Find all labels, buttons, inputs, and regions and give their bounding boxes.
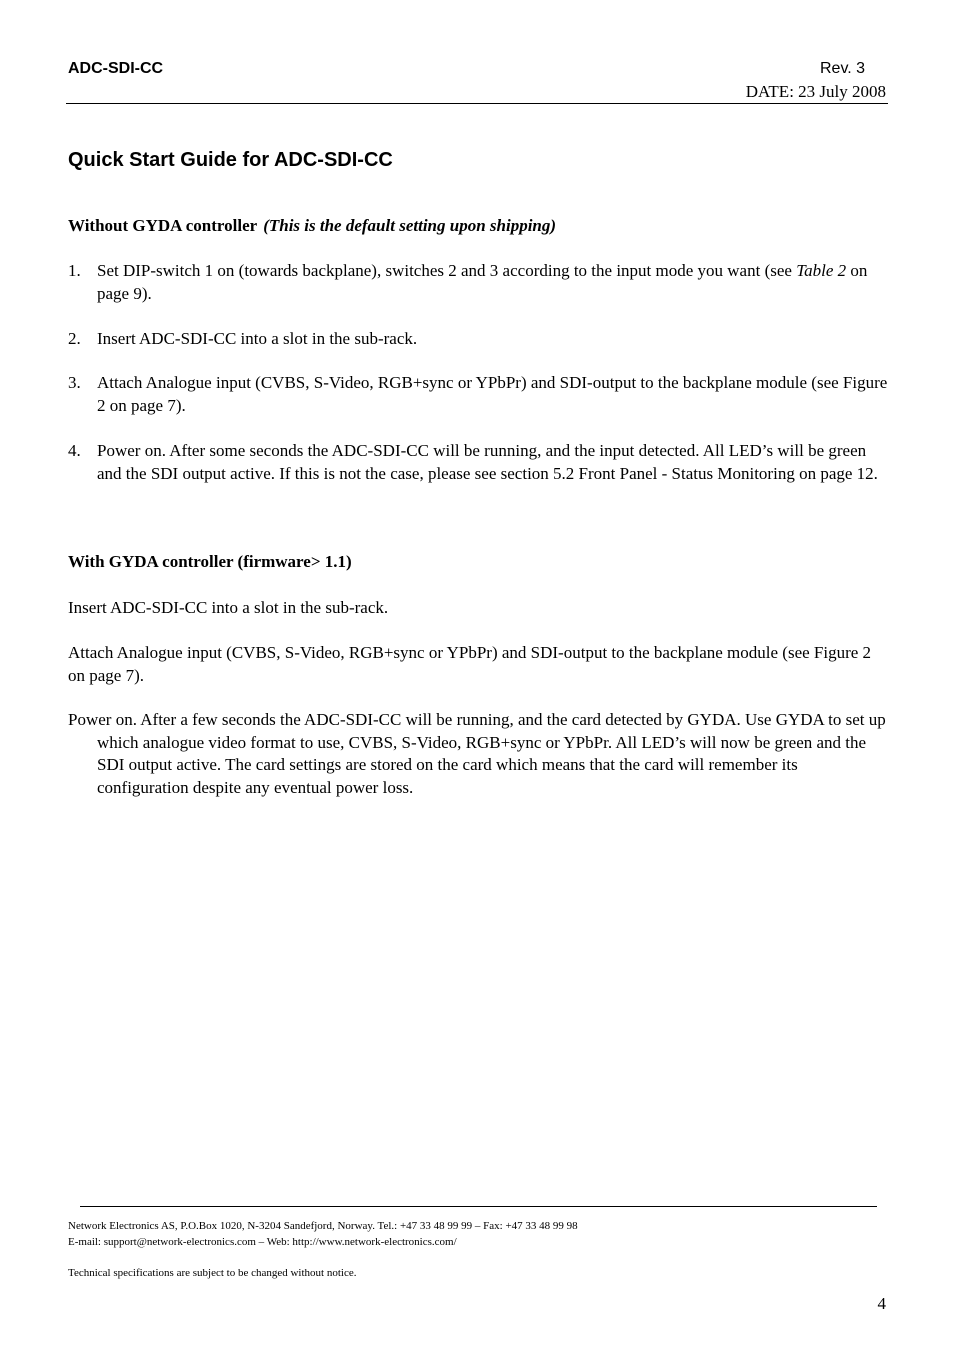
- footer-address: Network Electronics AS, P.O.Box 1020, N-3204 Sandefjord, Norway. Tel.: +47 33 48 99 99 – Fax: +47 33 48 99 98: [68, 1220, 578, 1232]
- step-text: Power on. After some seconds the ADC-SDI-CC will be running, and the input detected. All LED’s will be green and the SDI output active. If this is not the case, please see section 5.2 Front Panel - Status Monitoring on page 12.: [97, 441, 878, 483]
- footer-divider: [80, 1206, 877, 1207]
- page-title: Quick Start Guide for ADC-SDI-CC: [68, 149, 393, 171]
- section-heading-without-gyda: [68, 216, 556, 236]
- header-doc-id: ADC-SDI-CC: [68, 60, 164, 77]
- shipping-default-note: (This is the default setting upon shipping): [263, 216, 557, 235]
- paragraph: Insert ADC-SDI-CC into a slot in the sub-rack.: [68, 598, 389, 617]
- step-text-part: Set DIP-switch 1 on (towards backplane), switches 2 and 3 according to the input mode you want (see: [97, 261, 797, 280]
- step-number: 4.: [68, 441, 81, 460]
- section-heading-with-gyda: With GYDA controller (firmware> 1.1): [68, 552, 352, 571]
- table-reference: Table 2: [796, 261, 847, 280]
- header-divider: [66, 103, 888, 104]
- step-number: 3.: [68, 373, 81, 392]
- step-text: [97, 260, 888, 305]
- section-heading-text: Without GYDA controller: [68, 216, 258, 235]
- step-item: [68, 440, 888, 485]
- step-text: Insert ADC-SDI-CC into a slot in the sub-rack.: [97, 329, 418, 348]
- step-number: 2.: [68, 329, 81, 348]
- page-number: 4: [877, 1294, 886, 1313]
- header-revision: Rev. 3: [820, 60, 866, 77]
- step-item: [68, 328, 888, 351]
- step-item: [68, 372, 888, 417]
- step-item: [68, 260, 888, 305]
- header-date: DATE: 23 July 2008: [745, 82, 886, 101]
- paragraph: Attach Analogue input (CVBS, S-Video, RGB+sync or YPbPr) and SDI-output to the backplane module (see Figure 2 on page 7).: [68, 643, 872, 685]
- step-text-part: on page 9).: [97, 261, 868, 303]
- step-number: 1.: [68, 261, 81, 280]
- footer-disclaimer: Technical specifications are subject to be changed without notice.: [68, 1267, 357, 1279]
- footer-contact: E-mail: support@network-electronics.com – Web: http://www.network-electronics.com/: [68, 1236, 457, 1248]
- step-text: Attach Analogue input (CVBS, S-Video, RGB+sync or YPbPr) and SDI-output to the backplane module (see Figure 2 on page 7).: [97, 373, 888, 415]
- paragraph: Power on. After a few seconds the ADC-SDI-CC will be running, and the card detected by GYDA. Use GYDA to set up which analogue video format to use, CVBS, S-Video, RGB+sync or YPbPr. All LED’s will now be green and the SDI output active. The card settings are stored on the card which means that the card will remember its configuration despite any eventual power loss.: [68, 710, 886, 797]
